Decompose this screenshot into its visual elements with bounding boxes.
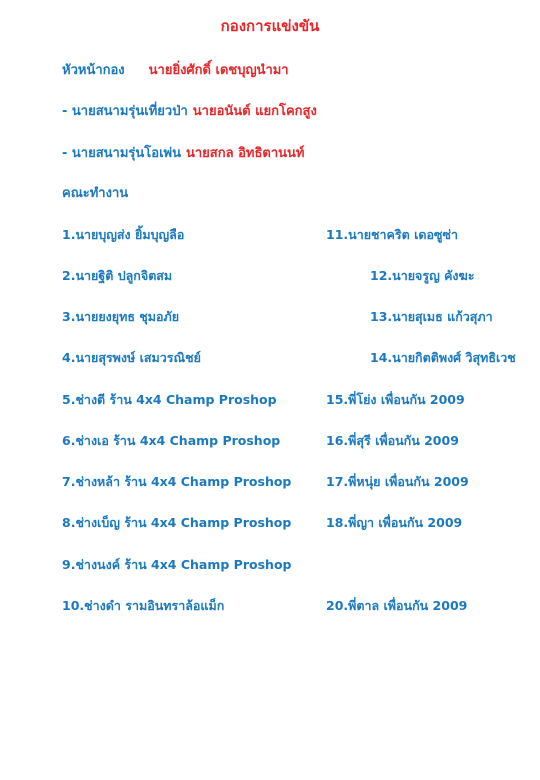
member-right: 14.นายกิตติพงศ์ วิสุทธิเวช [370, 350, 516, 365]
member-left: 10.ช่างดำ รามอินทราล้อแม็ก [62, 598, 225, 613]
member-left: 1.นายบุญส่ง ยิ้มบุญลือ [62, 227, 185, 242]
member-right: 17.พี่หนุ่ย เพื่อนกัน 2009 [326, 474, 469, 489]
page-title: กองการแข่งขัน [220, 17, 320, 35]
head-name: นายยิ่งศักดิ์ เดชบุญนำมา [148, 63, 289, 78]
field-trip-label: - นายสนามรุ่นเที่ยวป่า [62, 104, 188, 119]
member-right: 11.นายชาคริต เดอซูซ่า [326, 227, 458, 242]
member-right: 16.พี่สุรี เพื่อนกัน 2009 [326, 433, 459, 448]
member-left: 8.ช่างเบ็ญ ร้าน 4x4 Champ Proshop [62, 515, 292, 530]
field-trip-name: นายอนันต์ แยกโคกสูง [192, 104, 317, 119]
member-left: 7.ช่างหล้า ร้าน 4x4 Champ Proshop [62, 474, 292, 489]
head-label: หัวหน้ากอง [62, 63, 125, 78]
field-open-label: - นายสนามรุ่นโอเพ่น [62, 146, 181, 161]
member-left: 3.นายยงยุทธ ชุมอภัย [62, 309, 180, 324]
member-right: 12.นายจรูญ คังฆะ [370, 268, 475, 283]
member-left: 4.นายสุรพงษ์ เสมวรณิชย์ [62, 350, 201, 365]
field-open-name: นายสกล อิทธิตานนท์ [185, 146, 305, 161]
member-right: 15.พี่โย่ง เพื่อนกัน 2009 [326, 392, 465, 407]
field-open-row [62, 142, 304, 163]
member-left: 6.ช่างเอ ร้าน 4x4 Champ Proshop [62, 433, 281, 448]
member-right: 18.พี่ญา เพื่อนกัน 2009 [326, 515, 463, 530]
committee-label: คณะทำงาน [62, 186, 129, 201]
member-right: 13.นายสุเมธ แก้วสุภา [370, 309, 493, 324]
head-row [62, 59, 289, 80]
member-left: 5.ช่างตี ร้าน 4x4 Champ Proshop [62, 392, 277, 407]
member-left: 2.นายฐิติ ปลูกจิตสม [62, 268, 173, 283]
member-right: 20.พี่ตาล เพื่อนกัน 2009 [326, 598, 468, 613]
member-left: 9.ช่างนงค์ ร้าน 4x4 Champ Proshop [62, 557, 292, 572]
field-trip-row [62, 100, 317, 121]
